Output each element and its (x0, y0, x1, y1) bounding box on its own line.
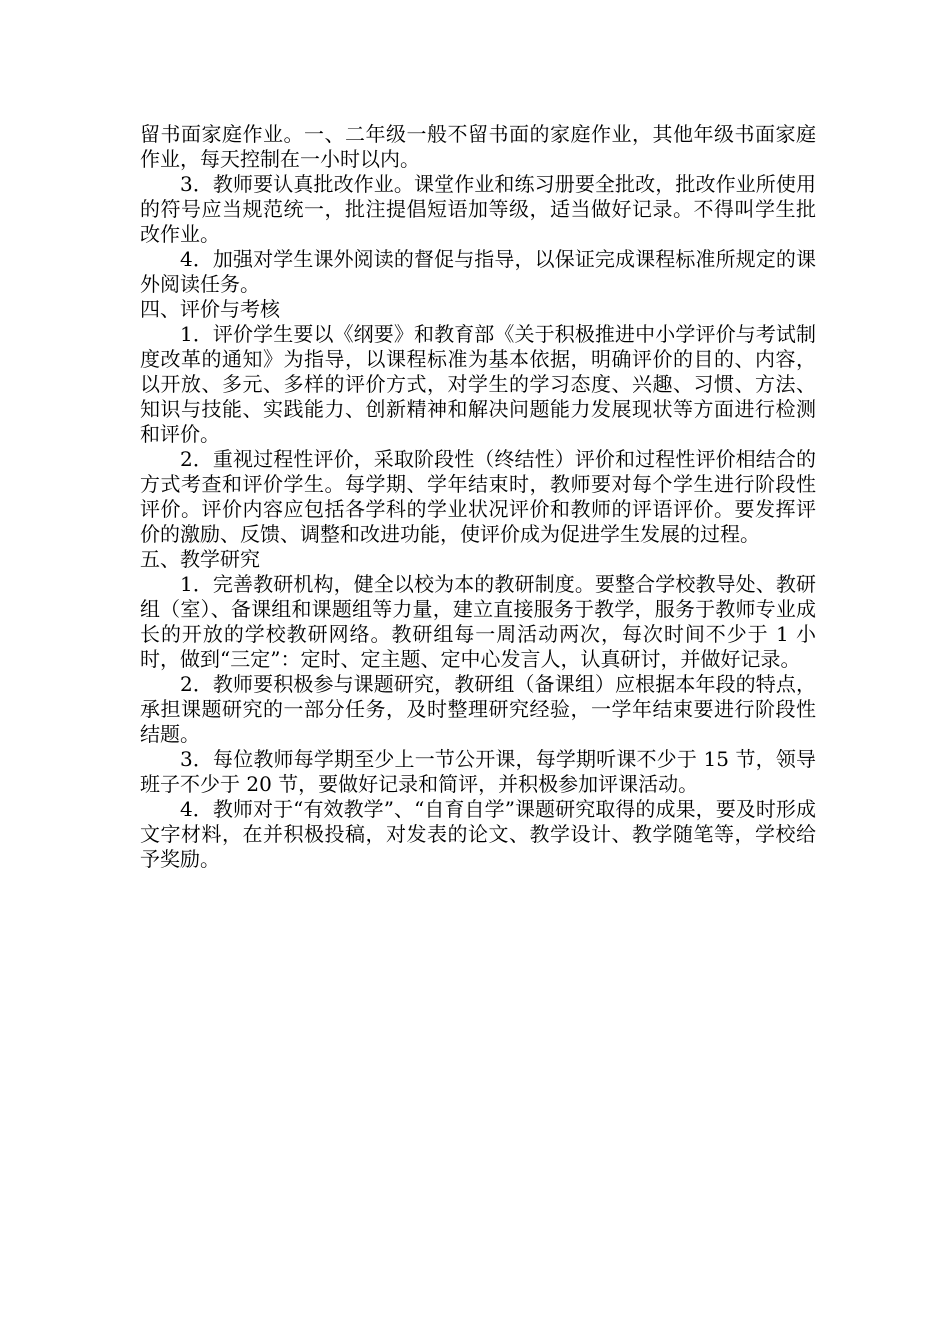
section-heading-research: 五、教学研究 (140, 547, 260, 571)
paragraph-item-3-grading: 3．教师要认真批改作业。课堂作业和练习册要全批改，批改作业所使用的符号应当规范统一，批注提倡短语加等级，适当做好记录。不得叫学生批改作业。 (140, 172, 816, 246)
document-body (140, 122, 816, 872)
paragraph-research-4: 4．教师对于“有效教学”、“自育自学”课题研究取得的成果，要及时形成文字材料，在并积极投稿，对发表的论文、教学设计、教学随笔等，学校给予奖励。 (140, 797, 816, 871)
paragraph-research-1: 1．完善教研机构，健全以校为本的教研制度。要整合学校教导处、教研组（室）、备课组和课题组等力量，建立直接服务于教学，服务于教师专业成长的开放的学校教研网络。教研组每一周活动两次，每次时间不少于 1 小时，做到“三定”：定时、定主题、定中心发言人，认真研讨，并做好记录。 (140, 572, 816, 671)
paragraph-evaluation-1: 1．评价学生要以《纲要》和教育部《关于积极推进中小学评价与考试制度改革的通知》为指导，以课程标准为基本依据，明确评价的目的、内容，以开放、多元、多样的评价方式，对学生的学习态度、兴趣、习惯、方法、知识与技能、实践能力、创新精神和解决问题能力发展现状等方面进行检测和评价。 (140, 322, 816, 446)
paragraph-research-2: 2．教师要积极参与课题研究，教研组（备课组）应根据本年段的特点，承担课题研究的一部分任务，及时整理研究经验，一学年结束要进行阶段性结题。 (140, 672, 816, 746)
paragraph-evaluation-2: 2．重视过程性评价，采取阶段性（终结性）评价和过程性评价相结合的方式考查和评价学生。每学期、学年结束时，教师要对每个学生进行阶段性评价。评价内容应包括各学科的学业状况评价和教师的评语评价。要发挥评价的激励、反馈、调整和改进功能，使评价成为促进学生发展的过程。 (140, 447, 816, 546)
section-heading-evaluation: 四、评价与考核 (140, 297, 280, 321)
paragraph-homework-limit: 留书面家庭作业。一、二年级一般不留书面的家庭作业，其他年级书面家庭作业，每天控制在一小时以内。 (140, 122, 816, 171)
paragraph-item-4-reading: 4．加强对学生课外阅读的督促与指导，以保证完成课程标准所规定的课外阅读任务。 (140, 247, 816, 296)
paragraph-research-3: 3．每位教师每学期至少上一节公开课，每学期听课不少于 15 节，领导班子不少于 20 节，要做好记录和简评，并积极参加评课活动。 (140, 747, 816, 796)
